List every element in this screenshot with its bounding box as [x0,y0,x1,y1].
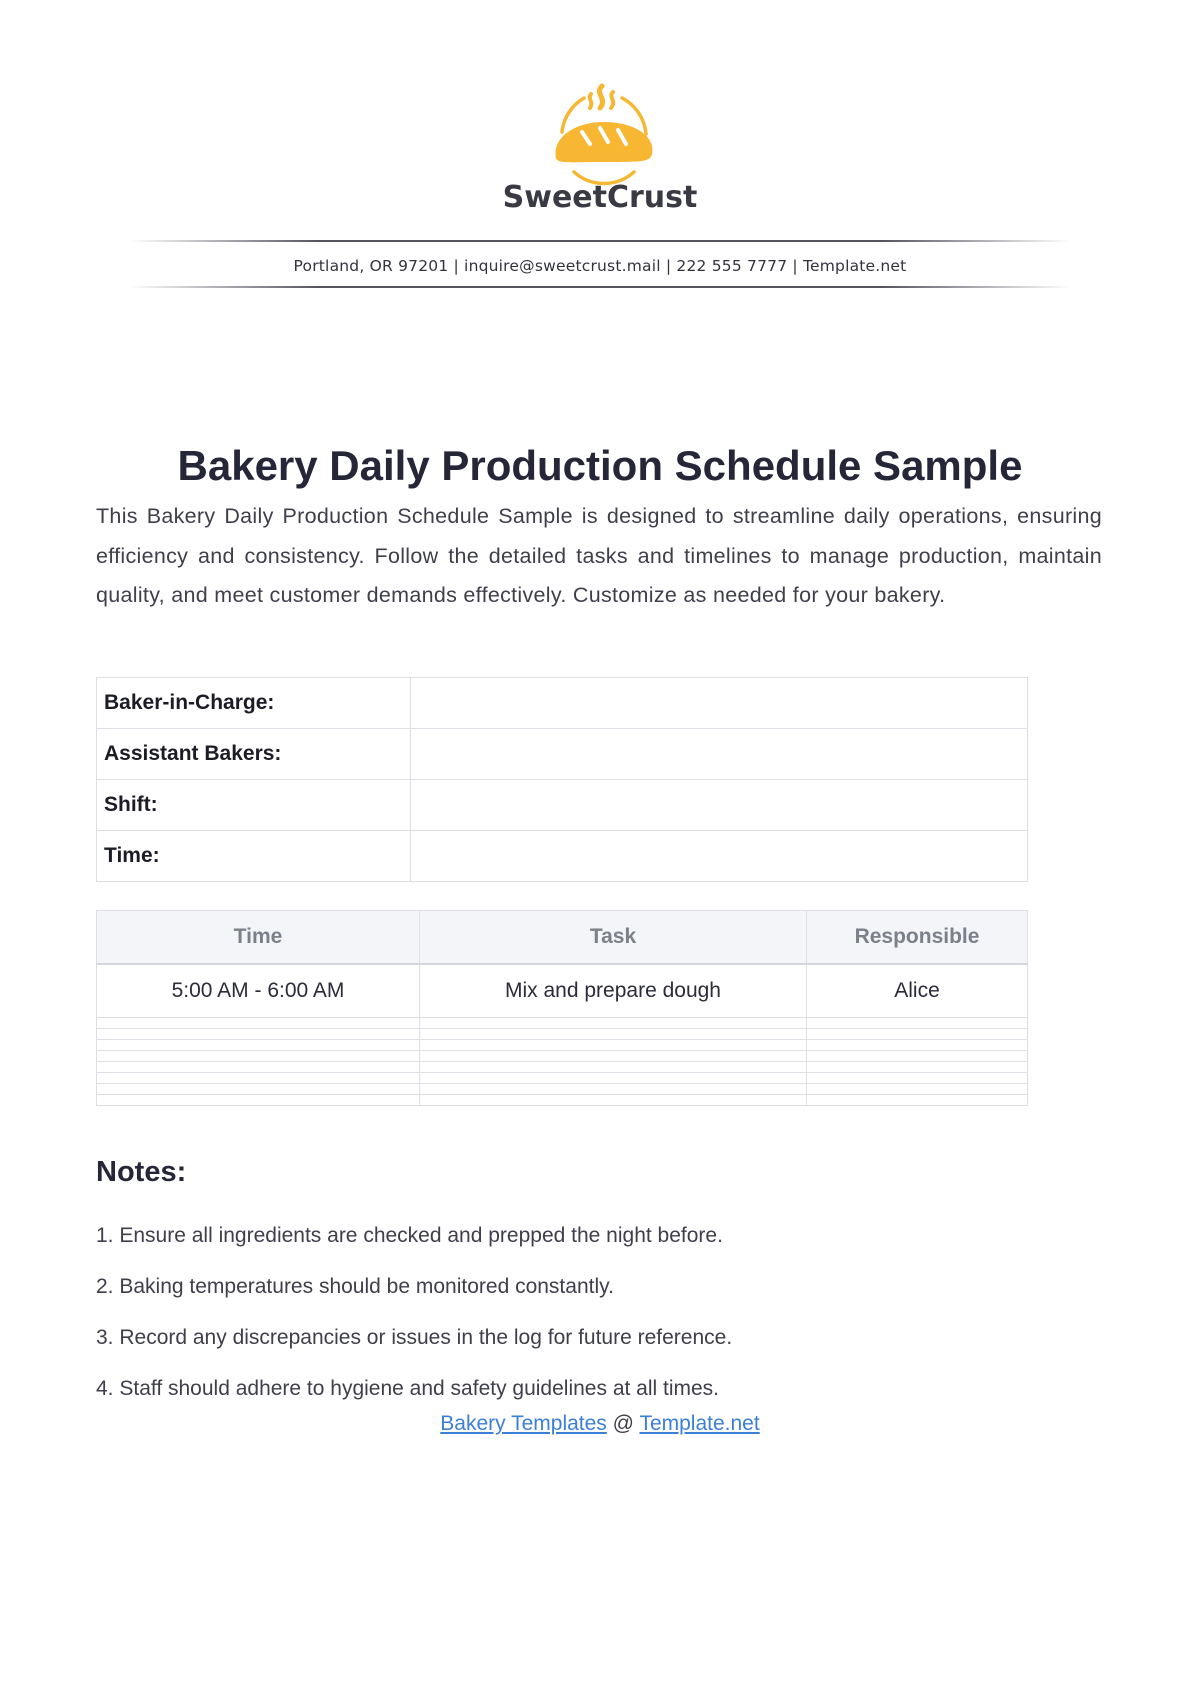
empty-cell[interactable] [420,1029,807,1040]
cell-time: 5:00 AM - 6:00 AM [97,964,420,1018]
template-net-link[interactable]: Template.net [639,1412,760,1435]
empty-cell[interactable] [807,1073,1028,1084]
bread-loaf-icon [548,82,658,188]
top-divider [130,240,1070,242]
info-row [97,780,1028,831]
table-row [97,964,1028,1018]
bottom-divider [130,286,1070,288]
empty-cell[interactable] [420,1084,807,1095]
footer-separator: @ [612,1412,634,1435]
footer-links [0,1412,1200,1436]
empty-row [97,1040,1028,1051]
empty-cell[interactable] [97,1029,420,1040]
empty-row [97,1095,1028,1106]
info-label: Shift: [97,780,411,831]
bakery-templates-link[interactable]: Bakery Templates [440,1412,607,1435]
header-task: Task [420,911,807,965]
empty-cell[interactable] [97,1040,420,1051]
info-table [96,677,1028,882]
note-item: 1. Ensure all ingredients are checked and prepped the night before. [96,1224,723,1247]
empty-row [97,1029,1028,1040]
empty-row [97,1051,1028,1062]
empty-cell[interactable] [807,1029,1028,1040]
empty-cell[interactable] [420,1073,807,1084]
empty-cell[interactable] [97,1051,420,1062]
empty-cell[interactable] [97,1073,420,1084]
info-label: Time: [97,831,411,882]
info-row [97,729,1028,780]
empty-cell[interactable] [97,1018,420,1029]
empty-cell[interactable] [420,1062,807,1073]
empty-row [97,1018,1028,1029]
empty-cell[interactable] [97,1084,420,1095]
notes-heading: Notes: [96,1156,187,1188]
empty-cell[interactable] [807,1084,1028,1095]
empty-cell[interactable] [420,1018,807,1029]
info-row [97,831,1028,882]
empty-cell[interactable] [97,1062,420,1073]
info-row [97,678,1028,729]
schedule-table [96,910,1028,1106]
note-item: 3. Record any discrepancies or issues in the log for future reference. [96,1326,733,1349]
note-item: 4. Staff should adhere to hygiene and safety guidelines at all times. [96,1377,720,1400]
notes-list [96,1216,732,1420]
empty-cell[interactable] [807,1018,1028,1029]
header-responsible: Responsible [807,911,1028,965]
empty-cell[interactable] [420,1051,807,1062]
info-value-time[interactable] [411,831,1028,882]
info-value-assistant-bakers[interactable] [411,729,1028,780]
info-value-shift[interactable] [411,780,1028,831]
empty-row [97,1084,1028,1095]
info-label: Assistant Bakers: [97,729,411,780]
contact-line: Portland, OR 97201 | inquire@sweetcrust.mail | 222 555 7777 | Template.net [293,257,907,275]
cell-task: Mix and prepare dough [420,964,807,1018]
empty-cell[interactable] [807,1095,1028,1106]
cell-responsible: Alice [807,964,1028,1018]
schedule-header-row [97,911,1028,965]
empty-cell[interactable] [420,1095,807,1106]
intro-paragraph: This Bakery Daily Production Schedule Sample is designed to streamline daily operations, ensuring efficiency and consistency. Follow the detailed tasks and timelines to manage production, maintain quality, and meet customer demands effectively. Customize as needed for your bakery. [96,504,1102,607]
empty-cell[interactable] [807,1051,1028,1062]
info-value-baker-in-charge[interactable] [411,678,1028,729]
header-time: Time [97,911,420,965]
brand-name: SweetCrust [502,180,698,215]
empty-row [97,1073,1028,1084]
info-label: Baker-in-Charge: [97,678,411,729]
empty-cell[interactable] [97,1095,420,1106]
page-title: Bakery Daily Production Schedule Sample [177,442,1023,489]
empty-cell[interactable] [420,1040,807,1051]
empty-cell[interactable] [807,1040,1028,1051]
note-item: 2. Baking temperatures should be monitored constantly. [96,1275,614,1298]
empty-row [97,1062,1028,1073]
empty-cell[interactable] [807,1062,1028,1073]
